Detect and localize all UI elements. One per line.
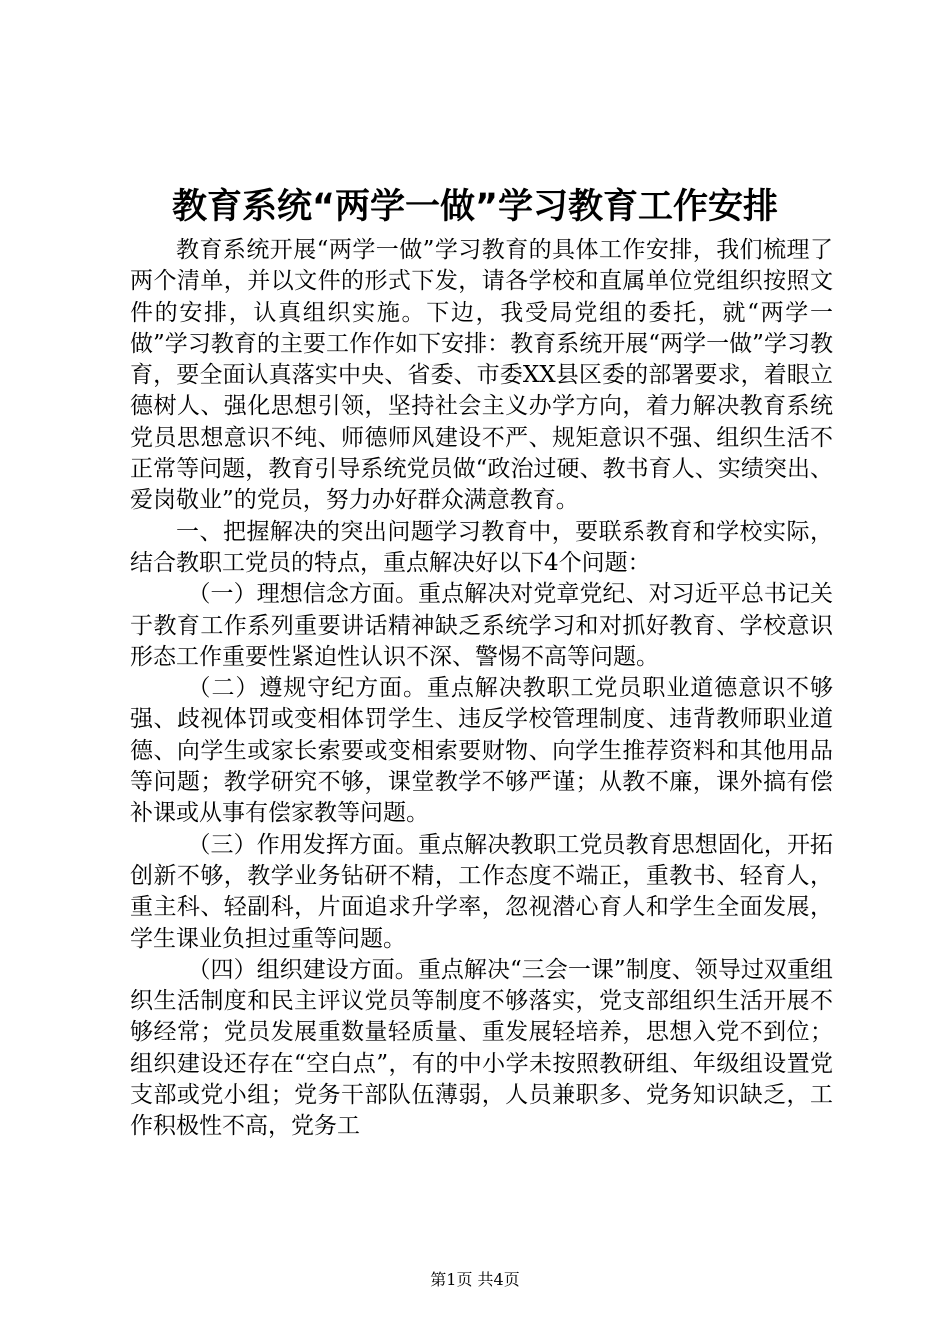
section-one-paragraph: 一、把握解决的突出问题学习教育中，要联系教育和学校实际，结合教职工党员的特点，重点解决好以下4个问题： — [130, 518, 833, 576]
document-title: 教育系统“两学一做”学习教育工作安排 — [171, 187, 778, 227]
document-body — [130, 235, 833, 1143]
item-organization-paragraph: （四）组织建设方面。重点解决“三会一课”制度、领导过双重组织生活制度和民主评议党员等制度不够落实，党支部组织生活开展不够经常；党员发展重数量轻质量、重发展轻培养，思想入党不到位；组织建设还存在“空白点”，有的中小学未按照教研组、年级组设置党支部或党小组；党务干部队伍薄弱，人员兼职多、党务知识缺乏，工作积极性不高，党务工 — [130, 956, 833, 1140]
intro-paragraph: 教育系统开展“两学一做”学习教育的具体工作安排，我们梳理了两个清单，并以文件的形式下发，请各学校和直属单位党组织按照文件的安排，认真组织实施。下边，我受局党组的委托，就“两学一做”学习教育的主要工作作如下安排：教育系统开展“两学一做”学习教育，要全面认真落实中央、省委、市委XX县区委的部署要求，着眼立德树人、强化思想引领，坚持社会主义办学方向，着力解决教育系统党员思想意识不纯、师德师风建设不严、规矩意识不强、组织生活不正常等问题，教育引导系统党员做“政治过硬、教书育人、实绩突出、爱岗敬业”的党员，努力办好群众满意教育。 — [130, 237, 833, 514]
item-discipline-paragraph: （二）遵规守纪方面。重点解决教职工党员职业道德意识不够强、歧视体罚或变相体罚学生、违反学校管理制度、违背教师职业道德、向学生或家长索要或变相索要财物、向学生推荐资料和其他用品等问题；教学研究不够，课堂教学不够严谨；从教不廉，课外搞有偿补课或从事有偿家教等问题。 — [130, 675, 833, 827]
item-ideals-paragraph: （一）理想信念方面。重点解决对党章党纪、对习近平总书记关于教育工作系列重要讲话精神缺乏系统学习和对抓好教育、学校意识形态工作重要性紧迫性认识不深、警惕不高等问题。 — [130, 581, 833, 670]
item-role-paragraph: （三）作用发挥方面。重点解决教职工党员教育思想固化，开拓创新不够，教学业务钻研不精，工作态度不端正，重教书、轻育人，重主科、轻副科，片面追求升学率，忽视潜心育人和学生全面发展，学生课业负担过重等问题。 — [130, 831, 833, 952]
page-number-footer: 第1页 共4页 — [430, 1270, 520, 1289]
